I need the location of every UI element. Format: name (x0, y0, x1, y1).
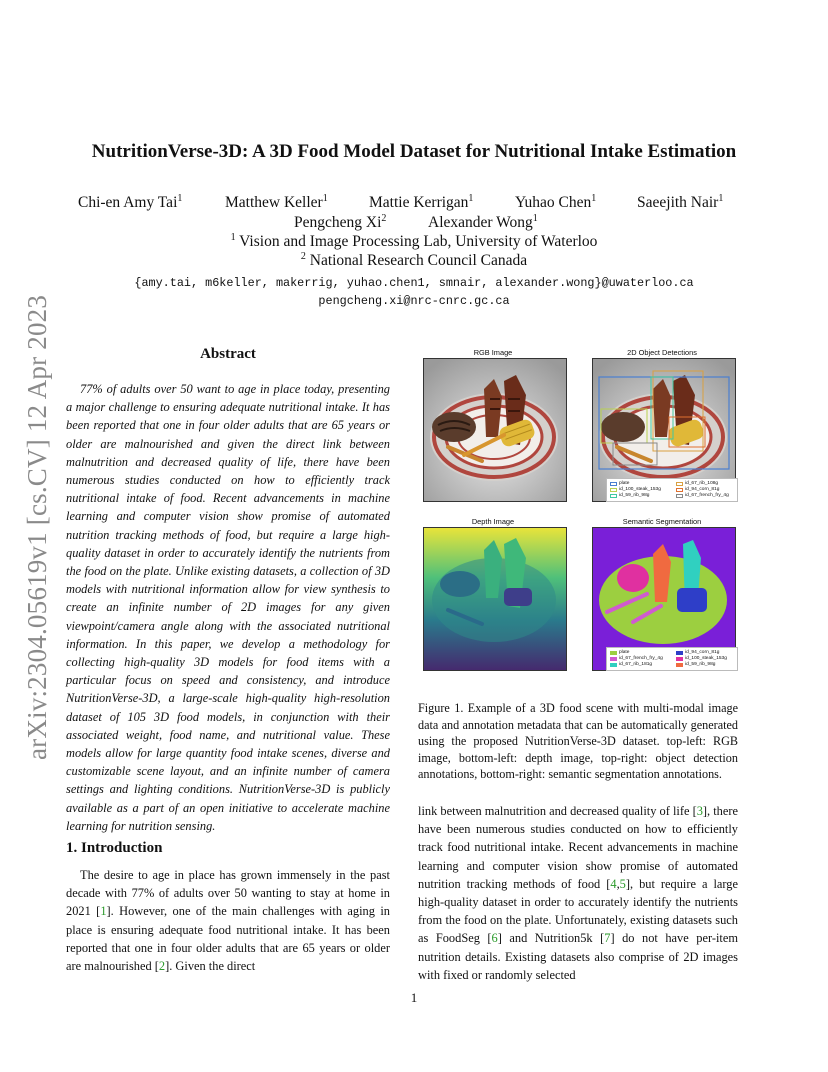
abstract-body (66, 380, 390, 835)
paper-title: NutritionVerse-3D: A 3D Food Model Dataset for Nutritional Intake Estimation (91, 141, 737, 162)
legend-swatch (676, 482, 683, 486)
right-column-body: link between malnutrition and decreased quality of life [3], there have been numerous studies conducted on how to efficiently track food nutritional intake. Recent advancements in machine learning and computer vision show promise of automated nutrition tracking methods of food [4,5], but require a large high-quality dataset in order to accurately identify the nutrients from the food on the plate. Unfortunately, existing datasets such as FoodSeg [6] and Nutrition5k [7] do not have per-item nutrition details. Existing datasets also comprise of 2D images with fixed or randomly selected (418, 804, 738, 982)
rgb-food-image (424, 359, 566, 501)
detection-legend: plate id_67_rib_108g id_100_steak_153g id_94_corn_81g id_59_rib_98g id_67_french_fry_4g (606, 478, 738, 502)
page-number: 1 (410, 990, 418, 1005)
intro-body: The desire to age in place has grown immensely in the past decade with 77% of adults over 50 wanting to stay at home in 2021 [1]. However, one of the main challenges with aging in place is ensuring adequate food nutritional intake. It has been reported that one in four older adults that are 65 years or older are malnourished [2]. Given the direct (66, 868, 390, 974)
author-3: Mattie Kerrigan$^1$ (369, 192, 474, 211)
affiliation-1: $^1$ Vision and Image Processing Lab, University of Waterloo (230, 231, 598, 250)
legend-swatch (610, 494, 617, 498)
citation-3[interactable]: 3 (696, 804, 703, 818)
figure-caption: Figure 1. Example of a 3D food scene with multi-modal image data and annotation metadata that can be automatically generated using the proposed NutritionVerse-3D dataset. top-left: RGB image, bottom-left: depth image, top-right: object detection annotations, bottom-right: semantic segmentation annotations. (418, 701, 738, 782)
author-2: Matthew Keller$^1$ (225, 192, 328, 211)
author-6: Pengcheng Xi$^2$ (294, 212, 387, 231)
arxiv-stamp: arXiv:2304.05619v1 [cs.CV] 12 Apr 2023 (22, 294, 52, 760)
legend-swatch (676, 494, 683, 498)
panel-title-segmentation: Semantic Segmentation (622, 517, 702, 526)
panel-title-rgb: RGB Image (473, 348, 513, 357)
legend-swatch (610, 488, 617, 492)
legend-swatch (676, 651, 683, 655)
rgb-image-panel (423, 358, 567, 502)
citation-6[interactable]: 6 (491, 931, 498, 946)
depth-image (424, 528, 566, 670)
legend-swatch (610, 663, 617, 667)
citation-5[interactable]: 5 (619, 876, 626, 891)
intro-heading: 1. Introduction (66, 840, 163, 856)
segmentation-legend: plate id_94_corn_81g id_67_french_fry_4g id_100_steak_153g id_67_rib_181g id_59_rib_98g (606, 647, 738, 671)
legend-swatch (676, 657, 683, 661)
citation-1[interactable]: 1 (100, 904, 107, 919)
author-1: Chi-en Amy Tai$^1$ (78, 192, 183, 211)
citation-7[interactable]: 7 (604, 931, 611, 946)
citation-4[interactable]: 4 (610, 876, 617, 891)
panel-title-depth: Depth Image (471, 517, 515, 526)
email-nrc: pengcheng.xi@nrc-cnrc.gc.ca (318, 294, 510, 308)
legend-swatch (676, 488, 683, 492)
abstract-text: 77% of adults over 50 want to age in place today, presenting a major challenge to ensuring adequate nutritional intake. It has been reported that one in four older adults that are 65 years or older are malnourished and given the direct link between malnutrition and decreased quality of life, there have been numerous studies conducted on how to efficiently track nutritional intake of food. Recent advancements in machine learning and computer vision show promise of automated nutrition tracking methods of food, but require a large high-quality dataset in order to accurately identify the nutrients from the food on the plate. Unlike existing datasets, a collection of 3D models with nutritional information allow for view synthesis to create an infinite number of 2D images for any given viewpoint/camera angle along with the associated nutritional information. In this paper, we develop a methodology for collecting high-quality 3D models for food items with a particular focus on speed and consistency, and introduce NutritionVerse-3D, a large-scale high-quality high-resolution dataset of 105 3D food models, in conjunction with their associated weight, food name, and nutritional value. These models allow for large quantity food intake scenes, diverse and customizable scene layout, and an infinite number of camera settings and lighting conditions. NutritionVerse-3D is publicly available as a part of an open initiative to accelerate machine learning for nutrition sensing. (66, 382, 390, 833)
abstract-heading: Abstract (200, 346, 256, 362)
author-5: Saeejith Nair$^1$ (637, 192, 724, 211)
email-list: {amy.tai, m6keller, makerrig, yuhao.chen1, smnair, alexander.wong}@uwaterloo.ca (134, 276, 694, 290)
author-7: Alexander Wong$^1$ (428, 212, 538, 231)
legend-swatch (610, 657, 617, 661)
citation-2[interactable]: 2 (158, 959, 166, 974)
affiliation-2: $^2$ National Research Council Canada (300, 250, 528, 269)
legend-swatch (610, 482, 617, 486)
author-4: Yuhao Chen$^1$ (515, 192, 597, 211)
depth-image-panel (423, 527, 567, 671)
panel-title-detection: 2D Object Detections (627, 348, 697, 357)
legend-swatch (676, 663, 683, 667)
legend-swatch (610, 651, 617, 655)
